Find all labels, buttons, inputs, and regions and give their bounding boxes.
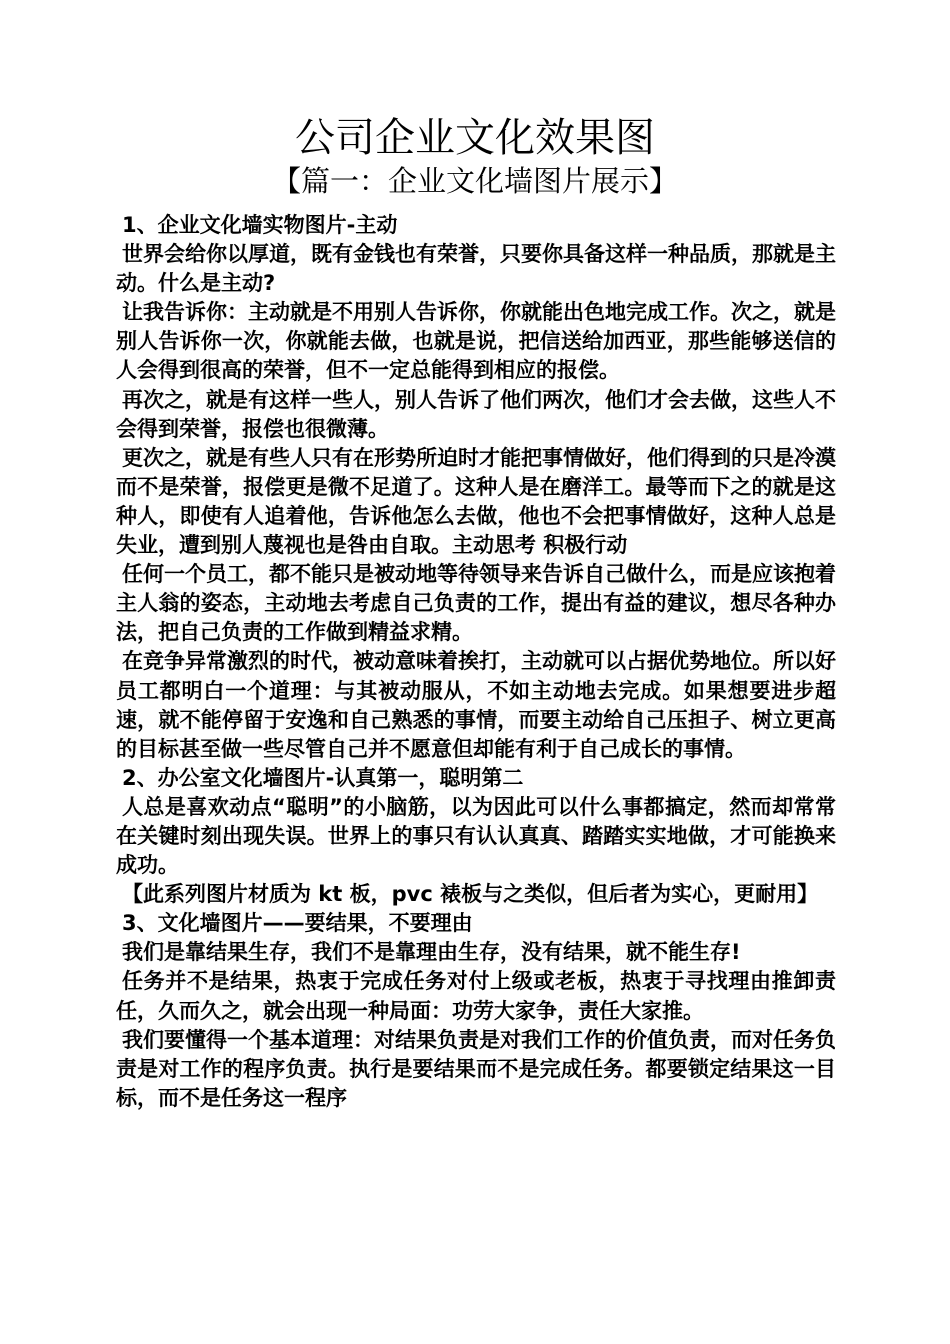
paragraph: 在竞争异常激烈的时代，被动意味着挨打，主动就可以占据优势地位。所以好员工都明白一个道理：与其被动服从，不如主动地去完成。如果想要进步超速，就不能停留于安逸和自己熟悉的事情，而要主动给自己压担子、树立更高的目标甚至做一些尽管自己并不愿意但却能有利于自己成长的事情。: [116, 649, 836, 761]
paragraph: 世界会给你以厚道，既有金钱也有荣誉，只要你具备这样一种品质，那就是主动。什么是主动?: [116, 242, 836, 296]
material-note: 【此系列图片材质为 kt 板，pvc 裱板与之类似，但后者为实心，更耐用】: [122, 882, 819, 907]
paragraph: 任何一个员工，都不能只是被动地等待领导来告诉自己做什么，而是应该抱着主人翁的姿态，主动地去考虑自己负责的工作，提出有益的建议，想尽各种办法，把自己负责的工作做到精益求精。: [116, 562, 836, 645]
document-body: [116, 211, 836, 1113]
section-heading-2: 2、办公室文化墙图片-认真第一，聪明第二: [122, 765, 524, 790]
paragraph: 我们是靠结果生存，我们不是靠理由生存，没有结果，就不能生存!: [122, 940, 741, 965]
paragraph: 任务并不是结果，热衷于完成任务对付上级或老板，热衷于寻找理由推卸责任，久而久之，就会出现一种局面：功劳大家争，责任大家推。: [116, 969, 836, 1023]
document-subtitle: 【篇一：企业文化墙图片展示】: [271, 164, 678, 198]
paragraph: 更次之，就是有些人只有在形势所迫时才能把事情做好，他们得到的只是冷漠而不是荣誉，报偿更是微不足道了。这种人是在磨洋工。最等而下之的就是这种人，即使有人追着他，告诉他怎么去做，他也不会把事情做好，这种人总是失业，遭到别人蔑视也是咎由自取。主动思考 积极行动: [116, 445, 836, 558]
section-heading-3: 3、文化墙图片——要结果，不要理由: [122, 911, 473, 936]
paragraph: 让我告诉你：主动就是不用别人告诉你，你就能出色地完成工作。次之，就是别人告诉你一次，你就能去做，也就是说，把信送给加西亚，那些能够送信的人会得到很高的荣誉，但不一定总能得到相应的报偿。: [116, 300, 836, 383]
paragraph: 再次之，就是有这样一些人，别人告诉了他们两次，他们才会去做，这些人不会得到荣誉，报偿也很微薄。: [116, 387, 836, 441]
paragraph: 人总是喜欢动点“聪明”的小脑筋，以为因此可以什么事都搞定，然而却常常在关键时刻出现失误。世界上的事只有认认真真、踏踏实实地做，才可能换来成功。: [116, 794, 836, 878]
section-heading-1: 1、企业文化墙实物图片-主动: [122, 213, 398, 237]
document-title: 公司企业文化效果图: [295, 115, 655, 161]
paragraph: 我们要懂得一个基本道理：对结果负责是对我们工作的价值负责，而对任务负责是对工作的程序负责。执行是要结果而不是完成任务。都要锁定结果这一目标，而不是任务这一程序: [116, 1027, 836, 1110]
